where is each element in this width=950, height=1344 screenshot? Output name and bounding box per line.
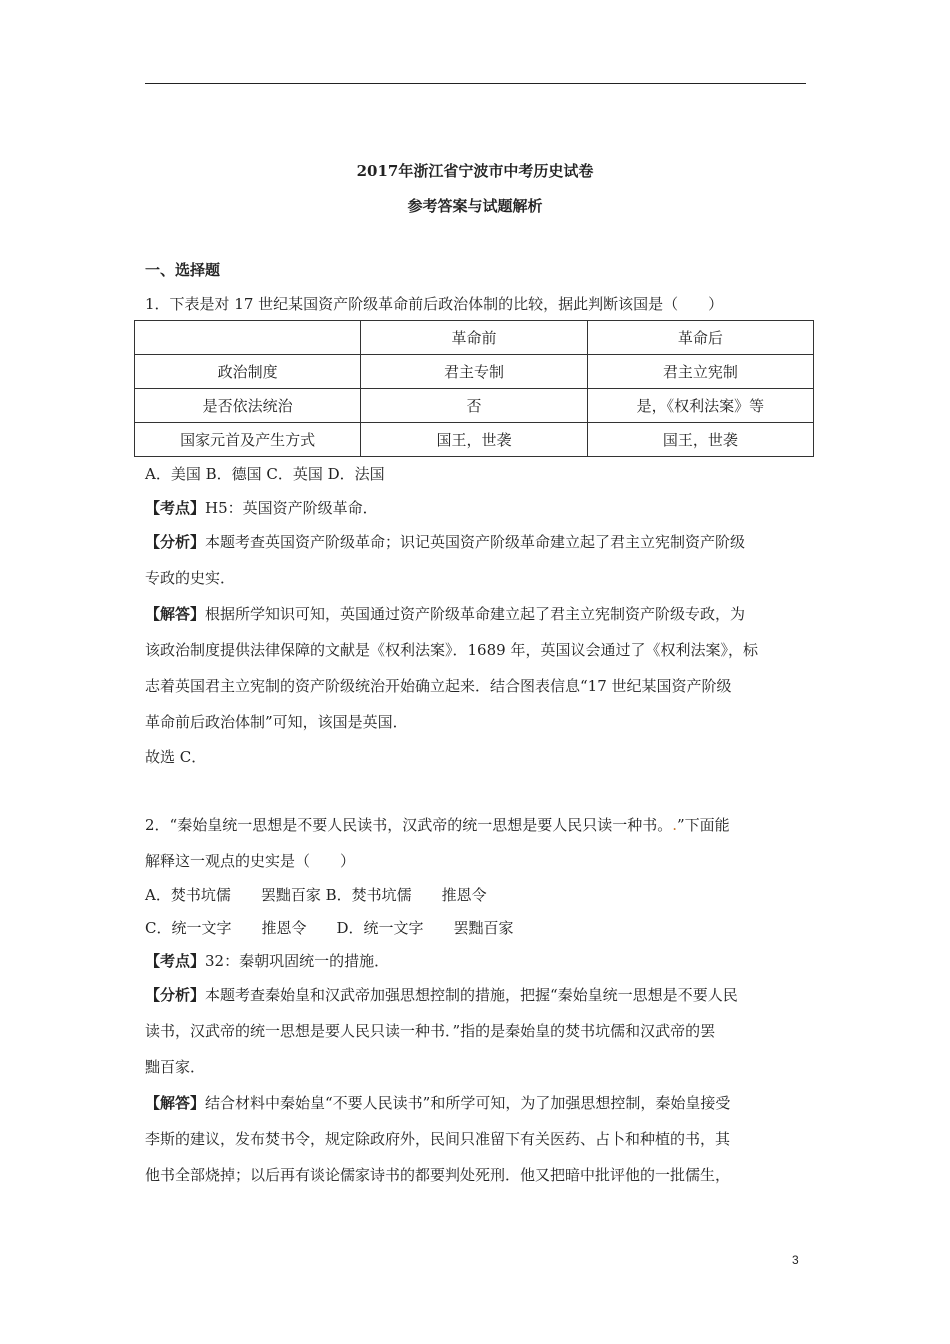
- document-subtitle: 参考答案与试题解析: [407, 197, 543, 215]
- q1-jieda-cont: 革命前后政治体制”可知，该国是英国．: [145, 713, 408, 731]
- table-cell: 君主立宪制: [587, 355, 813, 389]
- table-row: [135, 423, 814, 457]
- q2-fenxi-cont: 读书，汉武帝的统一思想是要人民只读一种书．”指的是秦始皇的焚书坑儒和汉武帝的罢: [145, 1022, 716, 1040]
- table-cell: 是否依法统治: [135, 389, 361, 423]
- q2-kaodian: [145, 951, 389, 971]
- q2-jieda-cont: 李斯的建议，发布焚书令，规定除政府外，民间只准留下有关医药、占卜和种植的书，其: [145, 1130, 731, 1148]
- document-title: 2017年浙江省宁波市中考历史试卷: [356, 162, 594, 180]
- table-cell: 国王，世袭: [361, 423, 587, 457]
- q1-jieda-cont: 志着英国君主立宪制的资产阶级统治开始确立起来．结合图表信息“17 世纪某国资产阶级: [145, 677, 732, 695]
- table-header-row: [135, 321, 814, 355]
- q1-answer: 故选 C．: [145, 748, 207, 766]
- q2-stem-dot: .: [672, 816, 677, 834]
- q1-options: A．美国 B．德国 C．英国 D．法国: [145, 465, 385, 483]
- q1-jieda-cont: 该政治制度提供法律保障的文献是《权利法案》．1689 年，英国议会通过了《权利法案》，标: [145, 641, 758, 659]
- jieda-text: 根据所学知识可知，英国通过资产阶级革命建立起了君主立宪制资产阶级专政，为: [205, 605, 746, 623]
- table-cell: 政治制度: [135, 355, 361, 389]
- table-row: [135, 355, 814, 389]
- table-cell: 是，《权利法案》等: [587, 389, 813, 423]
- q2-stem-part: ”下面能: [677, 816, 730, 834]
- kaodian-text: H5：英国资产阶级革命．: [205, 499, 378, 517]
- q1-jieda: [145, 604, 745, 624]
- kaodian-label: 【考点】: [145, 952, 206, 970]
- q1-kaodian: [145, 498, 378, 518]
- q2-jieda-cont: 他书全部烧掉；以后再有谈论儒家诗书的都要判处死刑．他又把暗中批评他的一批儒生，: [145, 1166, 731, 1184]
- table-header-cell: 革命后: [587, 321, 813, 355]
- q1-stem: 1．下表是对 17 世纪某国资产阶级革命前后政治体制的比较，据此判断该国是（ ）: [145, 295, 724, 313]
- fenxi-label: 【分析】: [145, 986, 206, 1004]
- jieda-text: 结合材料中秦始皇“不要人民读书”和所学可知，为了加强思想控制，秦始皇接受: [205, 1094, 731, 1112]
- header-rule: [145, 83, 806, 84]
- q2-options: A．焚书坑儒 罢黜百家 B．焚书坑儒 推恩令: [145, 886, 487, 904]
- table-header-cell: [135, 321, 361, 355]
- section-heading: 一、选择题: [145, 261, 221, 279]
- page-number: 3: [792, 1253, 799, 1267]
- q2-jieda: [145, 1093, 730, 1113]
- kaodian-label: 【考点】: [145, 499, 206, 517]
- comparison-table: [134, 320, 814, 457]
- fenxi-text: 本题考查英国资产阶级革命；识记英国资产阶级革命建立起了君主立宪制资产阶级: [205, 533, 746, 551]
- table-cell: 国家元首及产生方式: [135, 423, 361, 457]
- q1-fenxi-cont: 专政的史实．: [145, 569, 236, 587]
- table-cell: 否: [361, 389, 587, 423]
- q2-fenxi-cont: 黜百家．: [145, 1058, 206, 1076]
- kaodian-text: 32：秦朝巩固统一的措施．: [205, 952, 390, 970]
- q2-stem-cont: 解释这一观点的史实是（ ）: [145, 852, 356, 870]
- q2-options: C．统一文字 推恩令 D．统一文字 罢黜百家: [145, 919, 514, 937]
- q2-fenxi: [145, 985, 738, 1005]
- jieda-label: 【解答】: [145, 1094, 206, 1112]
- table-header-cell: 革命前: [361, 321, 587, 355]
- fenxi-text: 本题考查秦始皇和汉武帝加强思想控制的措施，把握“秦始皇统一思想是不要人民: [205, 986, 738, 1004]
- fenxi-label: 【分析】: [145, 533, 206, 551]
- jieda-label: 【解答】: [145, 605, 206, 623]
- q2-stem-part: 2．“秦始皇统一思想是不要人民读书，汉武帝的统一思想是要人民只读一种书。: [145, 816, 673, 834]
- table-row: [135, 389, 814, 423]
- q1-fenxi: [145, 532, 745, 552]
- table-cell: 国王，世袭: [587, 423, 813, 457]
- table-cell: 君主专制: [361, 355, 587, 389]
- q2-stem: [145, 815, 730, 835]
